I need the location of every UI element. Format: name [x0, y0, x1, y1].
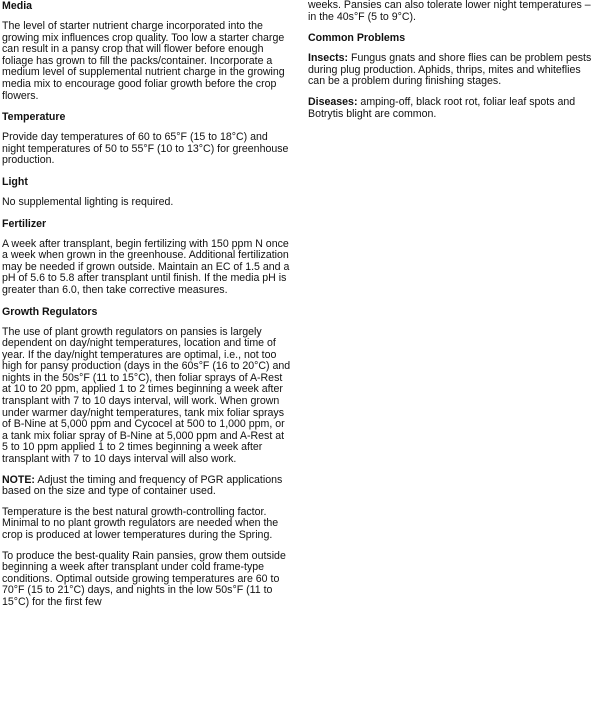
diseases-paragraph — [308, 97, 593, 120]
growth-regulators-paragraph: The use of plant growth regulators on pansies is largely dependent on day/night temperatures, location and time of year. If the day/night temperatures are optimal, i.e., not too high for pansy production (days in the 60s°F (16 to 20°C) and nights in the 50s°F (11 to 15°C), then foliar sprays of A-Rest at 10 to 20 ppm, applied 1 to 2 times beginning a week after transplant with 7 to 10 days interval, will work. When grown under warmer day/night temperatures, tank mix foliar sprays of B-Nine at 5,000 ppm and Cycocel at 500 to 1,000 ppm, or a tank mix foliar spray of B-Nine at 5,000 ppm and A-Rest at 5 to 10 ppm applied 1 to 2 times beginning a week after transplant with 7 to 10 days interval will also work. — [2, 325, 291, 466]
note-text: Adjust the timing and frequency of PGR applications based on the size and type of container used. — [2, 473, 283, 498]
media-paragraph: The level of starter nutrient charge incorporated into the growing mix influences crop quality. Too low a starter charge can result in a pansy crop that will flower before enough foliage has grown to fill the packs/container. Incorporate a medium level of supplemental nutrient charge in the growing media mix to encourage good foliar growth before the crop flowers. — [2, 20, 285, 102]
right-column — [308, 0, 593, 120]
note-label: NOTE: — [2, 473, 35, 486]
diseases-label: Diseases: — [308, 95, 358, 108]
temperature-heading: Temperature — [2, 111, 66, 124]
insects-text: Fungus gnats and shore flies can be problem pests during plug production. Aphids, thrips, mites and whiteflies can be a problem during finishing stages. — [308, 52, 592, 88]
outside-growing-paragraph: To produce the best-quality Rain pansies, grow them outside beginning a week after transplant under cold frame-type conditions. Optimal outside growing temperatures are 60 to 70°F (15 to 21°C) days, and nights in the low 50s°F (11 to 15°C) for the first few — [2, 549, 286, 608]
fertilizer-paragraph: A week after transplant, begin fertilizing with 150 ppm N once a week when grown in the greenhouse. Additional fertilization may be needed if grown outside. Maintain an EC of 1.5 and a pH of 5.6 to 5.8 after transplant until finish. If the media pH is greater than 6.0, then take corrective measures. — [2, 237, 290, 296]
continuation-paragraph: weeks. Pansies can also tolerate lower night temperatures – in the 40s°F (5 to 9°C). — [308, 0, 591, 23]
growth-regulators-heading: Growth Regulators — [2, 305, 98, 318]
common-problems-heading: Common Problems — [308, 32, 406, 45]
fertilizer-heading: Fertilizer — [2, 217, 47, 230]
light-paragraph: No supplemental lighting is required. — [2, 195, 174, 208]
insects-paragraph — [308, 53, 593, 88]
temperature-paragraph: Provide day temperatures of 60 to 65°F (15 to 18°C) and night temperatures of 50 to 55°F (10 to 13°C) for greenhouse production. — [2, 131, 289, 167]
diseases-text: amping-off, black root rot, foliar leaf spots and Botrytis blight are common. — [308, 95, 576, 120]
media-heading: Media — [2, 0, 33, 12]
left-column — [2, 0, 292, 609]
light-heading: Light — [2, 175, 28, 188]
note-paragraph — [2, 475, 292, 498]
temperature-control-paragraph: Temperature is the best natural growth-controlling factor. Minimal to no plant growth regulators are needed when the crop is produced at lower temperatures during the Spring. — [2, 505, 279, 541]
insects-label: Insects: — [308, 52, 349, 65]
